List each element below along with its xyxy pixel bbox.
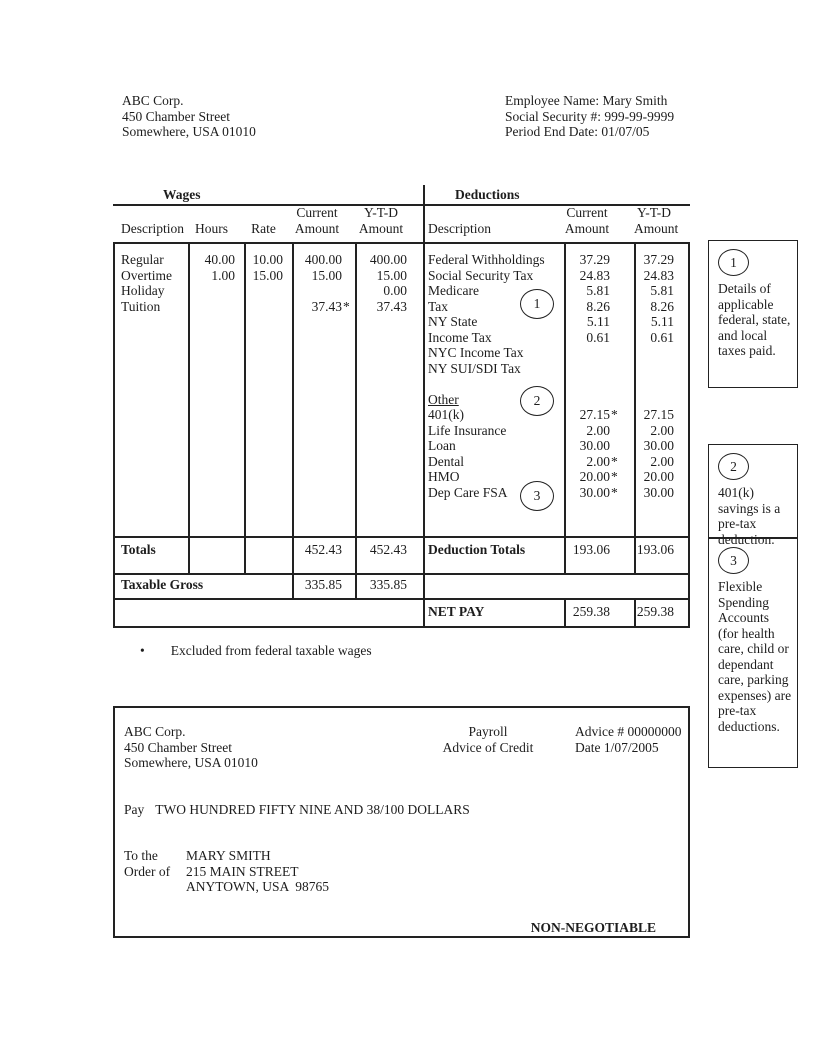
wage-description: Regular [121, 252, 164, 267]
rule-body-top [113, 242, 690, 244]
deduction-totals-label: Deduction Totals [428, 542, 526, 557]
callout-2-text: 401(k) savings is a pre-tax deduction. [718, 485, 781, 547]
col-header-ded-current: Current [566, 205, 608, 220]
amount-in-words: TWO HUNDRED FIFTY NINE AND 38/100 DOLLARS [155, 802, 470, 817]
deduction-ytd-amount: 5.11 [650, 314, 674, 329]
deduction-current-amount [564, 361, 610, 377]
asterisk-footnote [140, 643, 372, 659]
deduction-current-amount [564, 345, 610, 361]
deduction-label: Life Insurance [428, 422, 507, 438]
col-header-wages-ytd: Y-T-D [363, 205, 398, 220]
annotation-circle-2: 2 [520, 386, 554, 416]
col-header-wages-current-amount: Amount [294, 221, 340, 236]
deduction-label: Tax [428, 298, 449, 314]
deduction-label: Social Security Tax [428, 267, 534, 283]
deduction-current-amount: 27.15 * [579, 407, 618, 422]
deduction-label: NY SUI/SDI Tax [428, 360, 521, 376]
deduction-label: Loan [428, 438, 456, 453]
employee-info-block [505, 93, 674, 140]
check-section [113, 706, 690, 938]
wage-description: Overtime [121, 267, 172, 283]
deduction-label: Federal Withholdings [428, 252, 545, 267]
deduction-label: Medicare [428, 283, 479, 298]
deduction-current-amount: 0.61 [586, 329, 610, 345]
footnote-bullet-icon: • [140, 643, 145, 658]
taxable-gross-current: 335.85 [304, 577, 342, 592]
check-date: Date 1/07/2005 [575, 739, 659, 755]
net-pay-ytd: 259.38 [636, 604, 674, 619]
wage-hours: 40.00 [204, 252, 235, 267]
company-street: 450 Chamber Street [122, 108, 230, 124]
wages-hours-column [188, 252, 244, 314]
deduction-ytd-amount: 37.29 [643, 252, 674, 267]
deduction-current-amount: 5.11 [586, 314, 610, 329]
deductions-current-column [564, 252, 634, 500]
rule-netpay-top [113, 598, 690, 600]
rule-taxable-top [113, 573, 690, 575]
deduction-other-heading: Other [428, 391, 459, 407]
company-city: Somewhere, USA 01010 [122, 124, 256, 139]
wage-ytd-amount: 37.43 [376, 298, 407, 314]
wage-description: Holiday [121, 283, 165, 298]
wage-ytd-amount: 400.00 [369, 252, 407, 267]
deduction-current-amount: 8.26 [586, 298, 610, 314]
deduction-label: NY State [428, 314, 478, 329]
deduction-current-amount: 2.00 [586, 422, 610, 438]
callout-box-3 [708, 538, 798, 768]
deduction-ytd-amount: 30.00 [643, 484, 674, 500]
wage-rate [244, 299, 283, 315]
callout-1-text: Details of applicable federal, state, and local taxes paid. [718, 281, 791, 358]
wage-current-amount: 15.00 [311, 267, 342, 283]
deduction-totals-ytd: 193.06 [636, 542, 674, 557]
wages-totals-ytd: 452.43 [369, 542, 407, 557]
col-header-rate: Rate [251, 221, 276, 236]
annotation-circle-1: 1 [520, 289, 554, 319]
deduction-current-amount [564, 376, 610, 392]
deductions-section-title: Deductions [455, 187, 520, 202]
deduction-current-amount: 30.00 * [579, 484, 618, 500]
wage-hours: 1.00 [211, 267, 235, 283]
deduction-ytd-amount: 24.83 [643, 267, 674, 283]
check-company-block [124, 724, 258, 771]
callout-1-circle: 1 [718, 249, 749, 276]
payee-name: MARY SMITH [186, 848, 271, 863]
pay-to-label-block [124, 848, 170, 879]
pay-to-label-line1: To the [124, 848, 158, 863]
deduction-current-amount: 5.81 [586, 283, 610, 298]
payee-block [186, 848, 329, 895]
payee-city: ANYTOWN, USA 98765 [186, 879, 330, 894]
wages-totals-label: Totals [121, 542, 156, 557]
deduction-label: Income Tax [428, 329, 492, 345]
wage-hours [188, 283, 235, 299]
col-header-wages-ytd-amount: Amount [358, 221, 404, 236]
wages-rate-column [244, 252, 292, 314]
check-type-advice: Advice of Credit [442, 739, 534, 755]
deduction-label: NYC Income Tax [428, 345, 524, 360]
col-header-ded-ytd-amount: Amount [634, 221, 679, 236]
deduction-label: Dep Care FSA [428, 484, 508, 500]
deductions-ytd-column [634, 252, 690, 500]
border-section-divider [423, 185, 425, 628]
employee-name: Employee Name: Mary Smith [505, 93, 668, 108]
deduction-ytd-amount: 2.00 [650, 453, 674, 469]
col-header-hours: Hours [195, 221, 228, 236]
company-address-block [122, 93, 256, 140]
footnote-text: Excluded from federal taxable wages [170, 643, 372, 658]
pay-to-label-line2: Order of [124, 863, 171, 879]
check-company-city: Somewhere, USA 01010 [124, 755, 258, 770]
payee-street: 215 MAIN STREET [186, 863, 299, 879]
deduction-current-amount: 2.00 * [586, 453, 618, 469]
deduction-label: 401(k) [428, 407, 464, 422]
deduction-ytd-amount: 30.00 [643, 438, 674, 453]
wage-ytd-amount: 15.00 [376, 267, 407, 283]
deduction-ytd-amount: 2.00 [650, 422, 674, 438]
callout-3-circle: 3 [718, 547, 749, 574]
deduction-current-amount: 20.00 * [579, 469, 618, 484]
wages-description-column [121, 252, 187, 314]
deduction-totals-current: 193.06 [572, 542, 610, 557]
col-header-ded-description: Description [428, 221, 491, 236]
wage-hours [188, 299, 235, 315]
deduction-ytd-amount [634, 345, 674, 361]
callout-box-1 [708, 240, 798, 388]
taxable-gross-ytd: 335.85 [369, 577, 407, 592]
wages-section-title: Wages [163, 187, 201, 202]
taxable-gross-label: Taxable Gross [121, 577, 204, 592]
check-pay-line [124, 802, 470, 818]
period-end-date: Period End Date: 01/07/05 [505, 124, 650, 139]
col-header-ded-current-amount: Amount [564, 221, 610, 236]
wage-rate [244, 283, 283, 299]
callout-3-text: Flexible Spending Accounts (for health care, child or dependant care, parking expenses) are pre-tax deductions. [718, 579, 792, 734]
deduction-label: Dental [428, 453, 464, 469]
non-negotiable-label: NON-NEGOTIABLE [530, 920, 656, 935]
deduction-label: HMO [428, 469, 460, 484]
check-company-name: ABC Corp. [124, 724, 186, 739]
wage-ytd-amount: 0.00 [383, 283, 407, 298]
company-name: ABC Corp. [122, 93, 184, 108]
wage-rate: 10.00 [252, 252, 283, 267]
paystub-table [113, 185, 690, 628]
border-left [113, 242, 115, 628]
callout-box-2 [708, 444, 798, 547]
deduction-ytd-amount: 0.61 [650, 329, 674, 345]
annotation-circle-3: 3 [520, 481, 554, 511]
check-type-block [428, 724, 548, 755]
wage-current-amount: 37.43 * [311, 298, 350, 314]
col-header-wages-description: Description [121, 221, 184, 236]
employee-ssn: Social Security #: 999-99-9999 [505, 108, 675, 124]
deduction-ytd-amount: 8.26 [650, 298, 674, 314]
wages-current-column [292, 252, 355, 314]
deduction-ytd-amount: 20.00 [643, 469, 674, 484]
rule-totals-top [113, 536, 690, 538]
wage-rate: 15.00 [252, 267, 283, 283]
deduction-ytd-amount [634, 361, 674, 377]
col-header-ded-ytd: Y-T-D [636, 205, 671, 220]
deduction-ytd-amount: 27.15 [643, 407, 674, 422]
net-pay-label: NET PAY [428, 604, 485, 619]
deduction-ytd-amount [634, 376, 674, 392]
rule-table-bottom [113, 626, 690, 628]
deduction-current-amount [564, 392, 610, 408]
check-advice-block [575, 724, 681, 755]
deduction-ytd-amount: 5.81 [650, 283, 674, 298]
check-type-payroll: Payroll [468, 724, 508, 739]
callout-2-circle: 2 [718, 453, 749, 480]
deduction-current-amount: 24.83 [579, 267, 610, 283]
net-pay-current: 259.38 [572, 604, 610, 619]
wages-ytd-column [355, 252, 423, 314]
deduction-current-amount: 37.29 [579, 252, 610, 267]
col-header-wages-current: Current [296, 205, 338, 220]
check-advice-number: Advice # 00000000 [575, 724, 682, 739]
deduction-ytd-amount [634, 392, 674, 408]
wage-current-amount: 400.00 [304, 252, 342, 267]
pay-label: Pay [124, 802, 145, 817]
deduction-current-amount: 30.00 [579, 438, 610, 453]
wage-current-amount [292, 283, 342, 299]
check-company-street: 450 Chamber Street [124, 739, 232, 755]
wage-description: Tuition [121, 298, 161, 314]
wages-totals-current: 452.43 [304, 542, 342, 557]
